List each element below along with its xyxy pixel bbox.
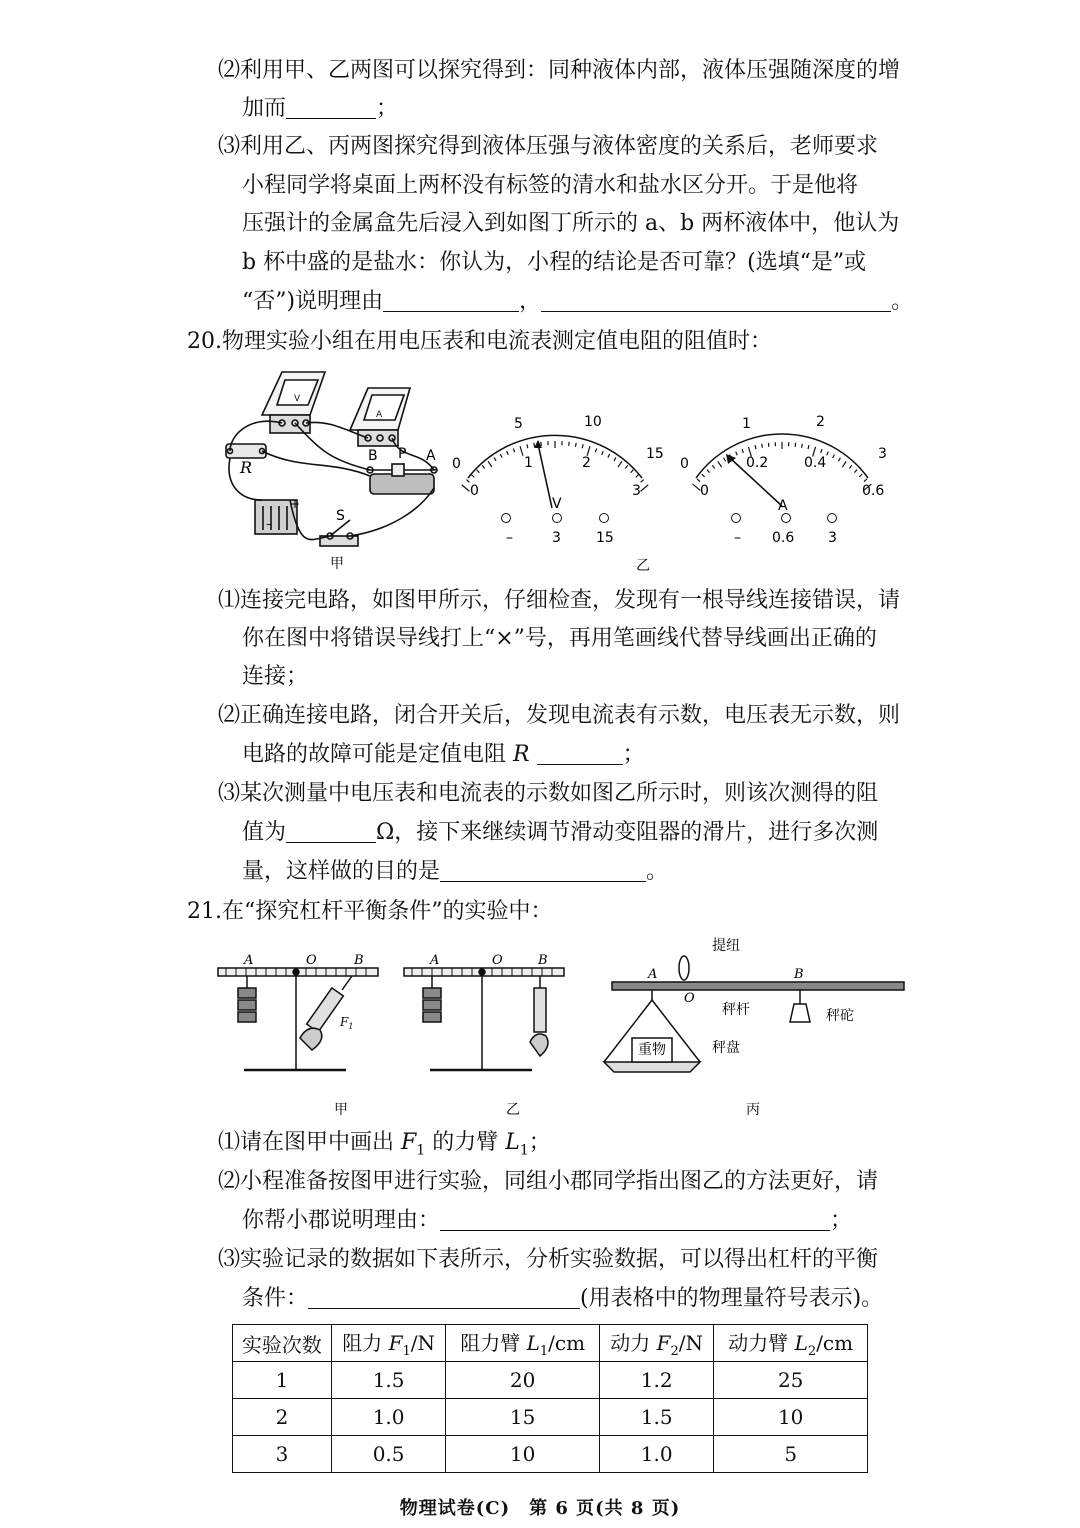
dial-tick — [625, 465, 627, 468]
answer-blank[interactable] — [440, 1208, 830, 1231]
q21-part3-line2: 条件： (用表格中的物理量符号表示)。 — [242, 1286, 884, 1311]
table-header-cell: 动力 $F_2/N$ — [599, 1325, 713, 1362]
table-cell: 1.5 — [331, 1362, 445, 1399]
q20-part3-line1: ⑶某次测量中电压表和电流表的示数如图乙所示时，则该次测得的阻 — [218, 781, 879, 806]
dial-tick — [712, 465, 714, 468]
steelyard-label-a: A — [648, 967, 658, 982]
q19-part3-line2: 小程同学将桌面上两杯没有标签的清水和盐水区分开。于是他将 — [242, 173, 859, 198]
dial-tick — [707, 470, 710, 473]
battery-plus: + — [290, 497, 301, 511]
lever-figure-yi — [404, 968, 564, 1070]
dial-tick — [614, 457, 616, 460]
answer-blank[interactable] — [383, 289, 519, 312]
table-cell: 1.5 — [599, 1399, 713, 1436]
ammeter-inner-tick: 0.6 — [862, 483, 885, 499]
dial-tick — [859, 474, 862, 477]
steelyard-label-zhongwu: 重物 — [638, 1042, 666, 1058]
dial-tick — [827, 452, 829, 456]
dial-tick — [494, 457, 496, 460]
table-row — [233, 1362, 868, 1399]
dial-tick — [595, 448, 596, 452]
dial-tick — [762, 444, 763, 448]
dial-tick — [520, 446, 523, 456]
ammeter-terminal-label: 0.6 — [772, 530, 795, 546]
voltmeter-outer-tick: 10 — [584, 414, 602, 430]
lever-yi-label-b: B — [538, 953, 548, 968]
q19-part2-number: ⑵ — [218, 58, 241, 83]
steelyard-label-chenggan: 秤杆 — [722, 1002, 750, 1018]
voltmeter-symbol: V — [552, 496, 562, 512]
table-cell: 25 — [714, 1362, 868, 1399]
steelyard-label-tizhi: 提纽 — [712, 938, 740, 954]
ammeter-scale — [680, 414, 887, 546]
dial-tick — [641, 480, 644, 483]
figure-caption-jia: 甲 — [334, 1102, 348, 1118]
dial-tick — [636, 474, 639, 477]
ammeter-terminal — [828, 514, 837, 523]
table-header-cell: 动力臂 $L_2/cm$ — [714, 1325, 868, 1362]
dial-tick — [602, 451, 604, 455]
q21-part2-line1: ⑵小程准备按图甲进行实验，同组小郡同学指出图乙的方法更好，请 — [218, 1169, 879, 1194]
voltmeter-terminal-label: – — [506, 530, 513, 546]
table-header-cell: 阻力臂 $L_1/cm$ — [446, 1325, 600, 1362]
table-cell: 3 — [233, 1436, 332, 1473]
q20-figures — [0, 360, 1080, 620]
ammeter-terminal-label: – — [734, 530, 741, 546]
dial-tick — [527, 444, 528, 448]
table-cell: 20 — [446, 1362, 600, 1399]
dial-tick — [821, 449, 822, 453]
table-cell: 2 — [233, 1399, 332, 1436]
dial-tick — [833, 455, 835, 459]
q19-part3-line4: b 杯中盛的是盐水：你认为，小程的结论是否可靠？(选填“是”或 — [242, 250, 867, 275]
figure-caption-yi: 乙 — [636, 558, 650, 574]
q20-part2-line1: ⑵正确连接电路，闭合开关后，发现电流表有示数，电压表无示数，则 — [218, 703, 901, 728]
lever-yi-label-a: A — [430, 953, 440, 968]
steelyard-label-o: O — [684, 991, 695, 1006]
voltmeter-terminal — [600, 514, 609, 523]
table-cell: 1.2 — [599, 1362, 713, 1399]
table-cell: 1.0 — [331, 1399, 445, 1436]
voltmeter-terminal-label: 3 — [552, 530, 561, 546]
dial-tick — [500, 454, 502, 458]
q19-part2-line2: 加而 ； — [242, 96, 399, 121]
resistor-label-r: R — [240, 458, 253, 477]
dial-tick — [854, 470, 857, 473]
answer-blank[interactable] — [440, 859, 646, 882]
q21-figures — [0, 930, 1080, 1126]
dial-tick — [482, 465, 484, 468]
dial-tick — [507, 451, 509, 455]
answer-blank[interactable] — [286, 96, 376, 119]
q20-part1-line3: 连接； — [242, 664, 309, 689]
voltmeter-terminal — [553, 514, 562, 523]
figure-caption-jia: 甲 — [330, 556, 344, 572]
fixed-resistor — [226, 444, 266, 458]
ammeter-outer-tick: 1 — [742, 416, 751, 432]
dial-tick — [755, 445, 756, 449]
ammeter-terminal — [732, 514, 741, 523]
dial-tick — [697, 479, 700, 482]
q21-part2-line2: 你帮小郡说明理由： ； — [242, 1208, 853, 1233]
ammeter-inner-tick: 0.4 — [804, 455, 827, 471]
q20-part3-line3: 量，这样做的目的是 。 — [242, 859, 669, 884]
dial-tick — [808, 445, 809, 449]
table-cell: 15 — [446, 1399, 600, 1436]
voltmeter-pointer — [538, 444, 552, 508]
dial-tick — [724, 458, 726, 461]
dial-tick — [631, 470, 634, 473]
ammeter-outer-tick: 2 — [816, 414, 825, 430]
table-header-cell: 阻力 $F_1/N$ — [331, 1325, 445, 1362]
dial-tick — [736, 452, 738, 456]
dial-tick — [718, 461, 722, 467]
voltmeter-inner-tick: 3 — [632, 483, 641, 499]
dial-tick — [838, 458, 840, 461]
q19-part3-line3: 压强计的金属盒先后浸入到如图丁所示的 a、b 两杯液体中，他认为 — [242, 211, 900, 236]
dial-tick — [575, 443, 576, 447]
ammeter-inner-tick: 0.2 — [746, 455, 769, 471]
q19-part2-line1: ⑵利用甲、乙两图可以探究得到：同种液体内部，液体压强随深度的增 — [218, 58, 901, 83]
dial-tick — [618, 461, 622, 467]
dial-tick — [849, 465, 851, 468]
dial-tick — [702, 474, 705, 477]
ammeter-terminal — [782, 514, 791, 523]
ammeter-symbol: A — [376, 410, 383, 420]
q20-part1-line2: 你在图中将错误导线打上“×”号，再用笔画线代替导线画出正确的 — [242, 626, 877, 651]
steelyard-label-chengtuo: 秤砣 — [826, 1008, 854, 1024]
q21-part1-line1: ⑴请在图甲中画出 $F_1$ 的力臂 $L_1$； — [218, 1130, 551, 1159]
dial-tick — [582, 444, 583, 448]
data-table — [232, 1324, 868, 1473]
dial-tick — [534, 443, 535, 447]
table-header-row — [233, 1325, 868, 1362]
table-cell: 5 — [714, 1436, 868, 1473]
dial-tick — [608, 454, 610, 458]
lever-jia-force-f1: $F_1$ — [340, 1015, 354, 1031]
dial-tick — [742, 449, 743, 453]
lever-figure-jia — [218, 968, 378, 1070]
table-cell: 1 — [233, 1362, 332, 1399]
dial-tick — [471, 474, 474, 477]
q21-title: 21.在“探究杠杆平衡条件”的实验中： — [187, 899, 553, 924]
table-row — [233, 1436, 868, 1473]
q20-part2-line2: 电路的故障可能是定值电阻 R ； — [242, 742, 645, 767]
dial-tick — [513, 448, 514, 452]
voltmeter-symbol: V — [294, 394, 301, 404]
lever-yi-label-o: O — [492, 953, 503, 968]
voltmeter-inner-tick: 0 — [470, 483, 479, 499]
dial-tick — [462, 485, 470, 491]
ammeter-outer-tick: 3 — [878, 446, 887, 462]
answer-blank[interactable] — [537, 742, 623, 765]
dial-tick — [488, 461, 492, 467]
lever-jia-label-b: B — [354, 953, 364, 968]
q20-part3-line2: 值为 Ω，接下来继续调节滑动变阻器的滑片，进行多次测 — [242, 820, 879, 845]
page-footer: 物理试卷(C) 第 6 页(共 8 页) — [399, 1498, 681, 1519]
ammeter-symbol: A — [778, 498, 788, 514]
dial-tick — [477, 470, 480, 473]
table-cell: 1.0 — [599, 1436, 713, 1473]
steelyard-label-b: B — [794, 967, 804, 982]
answer-blank[interactable] — [541, 289, 891, 312]
dial-tick — [864, 479, 867, 482]
rheostat — [367, 464, 437, 494]
battery-minus: – — [266, 517, 272, 531]
table-header-cell: 实验次数 — [233, 1325, 332, 1362]
table-row — [233, 1399, 868, 1436]
q19-part3-number: ⑶ — [218, 134, 241, 159]
rheostat-label-a: A — [426, 448, 436, 464]
dial-tick — [466, 480, 469, 483]
ammeter-outer-tick: 0 — [680, 456, 689, 472]
q20-part1-line1: ⑴连接完电路，如图甲所示，仔细检查，发现有一根导线连接错误，请 — [218, 588, 901, 613]
voltmeter-outer-tick: 5 — [514, 416, 523, 432]
dial-tick — [842, 461, 846, 467]
voltmeter-inner-tick: 1 — [524, 455, 533, 471]
lever-jia-label-a: A — [244, 953, 254, 968]
ammeter-terminal-label: 3 — [828, 530, 837, 546]
voltmeter-inner-tick: 2 — [582, 455, 591, 471]
q20-title: 20.物理实验小组在用电压表和电流表测定值电阻的阻值时： — [187, 329, 772, 354]
ammeter-inner-tick: 0 — [700, 483, 709, 499]
q19-part3-line1: ⑶利用乙、丙两图探究得到液体压强与液体密度的关系后，老师要求 — [218, 134, 879, 159]
q21-part3-line1: ⑶实验记录的数据如下表所示，分析实验数据，可以得出杠杆的平衡 — [218, 1247, 879, 1272]
lever-jia-label-o: O — [306, 953, 317, 968]
figure-caption-bing: 丙 — [746, 1102, 760, 1118]
voltmeter-terminal-label: 15 — [596, 530, 614, 546]
q19-part3-line5: “否”)说明理由 ， 。 — [242, 289, 914, 314]
answer-blank[interactable] — [308, 1286, 580, 1309]
switch-label-s: S — [336, 508, 345, 524]
table-cell: 0.5 — [331, 1436, 445, 1473]
voltmeter-outer-tick: 0 — [452, 456, 461, 472]
figure-caption-yi: 乙 — [506, 1102, 520, 1118]
voltmeter-terminal — [502, 514, 511, 523]
answer-blank[interactable] — [286, 820, 376, 843]
table-cell: 10 — [714, 1399, 868, 1436]
rheostat-label-p: P — [398, 446, 407, 462]
table-cell: 10 — [446, 1436, 600, 1473]
dial-tick — [641, 485, 649, 491]
dial-tick — [802, 444, 803, 448]
voltmeter-outer-tick: 15 — [646, 446, 664, 462]
rheostat-label-b: B — [368, 448, 378, 464]
voltmeter-scale — [452, 414, 664, 546]
steelyard-label-chengpan: 秤盘 — [712, 1040, 740, 1056]
